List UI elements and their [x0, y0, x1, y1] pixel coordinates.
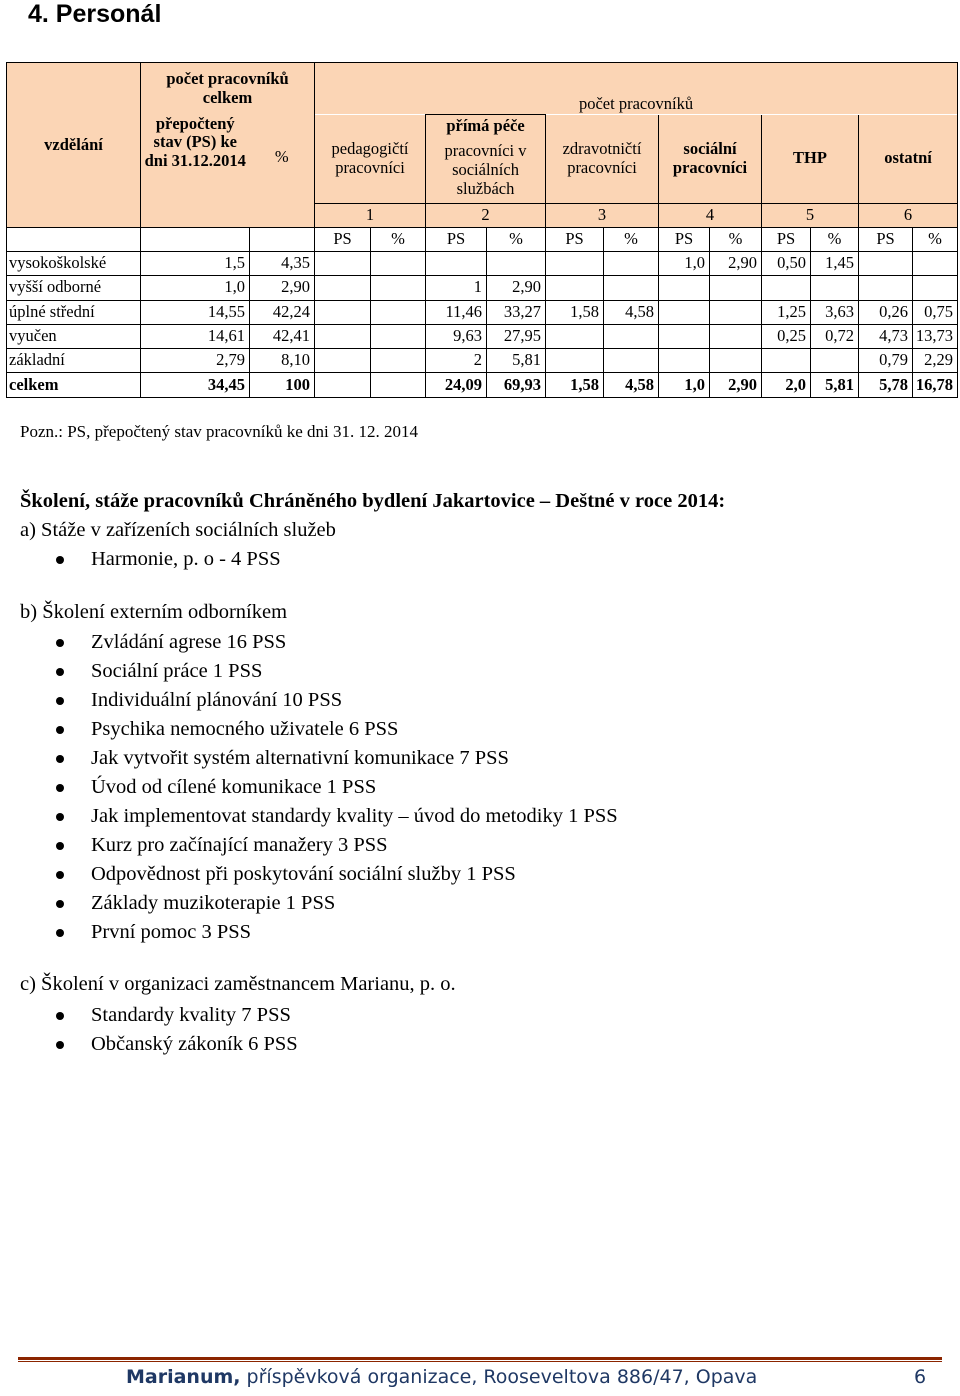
section-b-heading: b) Školení externím odborníkem: [20, 601, 288, 623]
list-item-text: První pomoc 3 PSS: [91, 921, 252, 943]
list-item: [0, 831, 618, 860]
row-label: vyšší odborné: [7, 276, 141, 300]
table-cell: [659, 324, 710, 348]
row-total-ps: 2,79: [141, 349, 250, 373]
table-cell: 2,90: [487, 276, 546, 300]
staff-table: [6, 62, 958, 398]
subheader-ps: PS: [426, 228, 487, 252]
table-cell: [604, 252, 659, 276]
row-total-pct: 2,90: [250, 276, 315, 300]
table-cell: [659, 349, 710, 373]
table-cell: [371, 349, 426, 373]
page-number: 6: [914, 1366, 927, 1388]
table-cell: 2: [426, 349, 487, 373]
table-cell: [315, 300, 371, 324]
table-cell: [913, 252, 958, 276]
list-item: [0, 1001, 298, 1030]
table-cell: 11,46: [426, 300, 487, 324]
table-cell: [604, 276, 659, 300]
table-cell: 1,58: [546, 373, 604, 397]
row-total-ps: 34,45: [141, 373, 250, 397]
table-cell: 0,26: [859, 300, 913, 324]
table-cell: [546, 276, 604, 300]
table-cell: 1,0: [659, 373, 710, 397]
list-item-text: Zvládání agrese 16 PSS: [91, 631, 287, 653]
table-cell: [762, 349, 811, 373]
bullet-icon: [56, 668, 64, 676]
table-cell: 0,79: [859, 349, 913, 373]
table-cell: 5,81: [487, 349, 546, 373]
list-item-text: Úvod od cílené komunikace 1 PSS: [91, 776, 377, 798]
table-cell: 69,93: [487, 373, 546, 397]
footer-text: [126, 1366, 757, 1388]
table-note: Pozn.: PS, přepočtený stav pracovníků ke dni 31. 12. 2014: [20, 422, 419, 441]
table-cell: [371, 300, 426, 324]
row-label: celkem: [7, 373, 141, 397]
row-total-pct: 100: [250, 373, 315, 397]
row-total-pct: 42,41: [250, 324, 315, 348]
bullet-icon: [56, 871, 64, 879]
bullet-icon: [56, 929, 64, 937]
header-num-4: 4: [659, 204, 762, 228]
bullet-icon: [56, 639, 64, 647]
subheader-pct: %: [913, 228, 958, 252]
subheader-pct: %: [811, 228, 859, 252]
table-cell: 2,29: [913, 349, 958, 373]
header-col-5: THP: [762, 115, 859, 204]
subheader-pct: %: [371, 228, 426, 252]
list-item-text: Psychika nemocného uživatele 6 PSS: [91, 718, 399, 740]
bullet-icon: [56, 784, 64, 792]
table-cell: [604, 324, 659, 348]
header-num-6: 6: [859, 204, 958, 228]
row-total-ps: 14,61: [141, 324, 250, 348]
list-item-text: Sociální práce 1 PSS: [91, 660, 263, 682]
list-item: [0, 715, 618, 744]
table-row: [7, 300, 958, 324]
header-pct: %: [250, 115, 315, 228]
list-item: [0, 686, 618, 715]
table-cell: [371, 373, 426, 397]
table-cell: [426, 252, 487, 276]
table-cell: [546, 349, 604, 373]
bullet-icon: [56, 755, 64, 763]
list-item: [0, 628, 618, 657]
list-item: [0, 860, 618, 889]
header-staff-count: počet pracovníků: [315, 63, 958, 115]
header-col-1: pedagogičtí pracovníci: [315, 115, 426, 204]
section-c-list: [0, 1001, 298, 1059]
subheader-pct: %: [710, 228, 762, 252]
table-cell: 33,27: [487, 300, 546, 324]
table-cell: 1,0: [659, 252, 710, 276]
subheader-ps: PS: [762, 228, 811, 252]
bullet-icon: [56, 900, 64, 908]
list-item: [0, 918, 618, 947]
row-total-pct: 42,24: [250, 300, 315, 324]
bullet-icon: [56, 1041, 64, 1049]
list-item: [0, 657, 618, 686]
table-cell: 16,78: [913, 373, 958, 397]
table-cell: 0,75: [913, 300, 958, 324]
list-item-text: Základy muzikoterapie 1 PSS: [91, 892, 336, 914]
subheader-ps: PS: [315, 228, 371, 252]
header-num-5: 5: [762, 204, 859, 228]
table-cell: 2,90: [710, 252, 762, 276]
section-a-heading: a) Stáže v zařízeních sociálních služeb: [20, 519, 336, 541]
table-cell: 5,81: [811, 373, 859, 397]
header-num-1: 1: [315, 204, 426, 228]
header-fte: přepočtený stav (PS) ke dni 31.12.2014: [141, 115, 250, 228]
header-num-2: 2: [426, 204, 546, 228]
subheader-pct: %: [604, 228, 659, 252]
row-total-ps: 14,55: [141, 300, 250, 324]
row-label: základní: [7, 349, 141, 373]
table-row: [7, 324, 958, 348]
table-cell: [371, 276, 426, 300]
header-col-4: sociální pracovníci: [659, 115, 762, 204]
table-cell: 1,25: [762, 300, 811, 324]
footer-org-address: příspěvková organizace, Rooseveltova 886/47, Opava: [240, 1366, 758, 1388]
subheader-ps: PS: [546, 228, 604, 252]
header-direct-care: přímá péče: [426, 115, 546, 139]
row-total-pct: 8,10: [250, 349, 315, 373]
subheader-ps: PS: [659, 228, 710, 252]
header-col-3: zdravotničtí pracovníci: [546, 115, 659, 204]
table-cell: [315, 324, 371, 348]
list-item: [0, 802, 618, 831]
table-cell: 9,63: [426, 324, 487, 348]
header-num-3: 3: [546, 204, 659, 228]
table-cell: 27,95: [487, 324, 546, 348]
table-cell: 24,09: [426, 373, 487, 397]
list-item: [0, 773, 618, 802]
table-cell: 0,25: [762, 324, 811, 348]
table-cell: 3,63: [811, 300, 859, 324]
header-col-6: ostatní: [859, 115, 958, 204]
table-cell: [762, 276, 811, 300]
table-cell: 0,50: [762, 252, 811, 276]
table-cell: 1: [426, 276, 487, 300]
list-item-text: Odpovědnost při poskytování sociální služby 1 PSS: [91, 863, 516, 885]
table-cell: [315, 276, 371, 300]
bullet-icon: [56, 1012, 64, 1020]
table-cell: [811, 349, 859, 373]
subheader-row: [7, 228, 958, 252]
table-cell: [546, 324, 604, 348]
table-row: [7, 276, 958, 300]
footer-rule: [18, 1357, 942, 1360]
list-item-text: Standardy kvality 7 PSS: [91, 1004, 291, 1026]
bullet-icon: [56, 842, 64, 850]
list-item: [0, 889, 618, 918]
table-cell: [487, 252, 546, 276]
row-label: úplné střední: [7, 300, 141, 324]
row-label: vysokoškolské: [7, 252, 141, 276]
table-cell: [315, 252, 371, 276]
footer-org-name: Marianum,: [126, 1366, 241, 1388]
table-cell: [710, 276, 762, 300]
footer-rule-thin: [18, 1361, 942, 1362]
table-row: [7, 252, 958, 276]
list-item-text: Jak vytvořit systém alternativní komunikace 7 PSS: [91, 747, 509, 769]
table-cell: [315, 349, 371, 373]
bullet-icon: [56, 556, 64, 564]
table-cell: [546, 252, 604, 276]
table-cell: 0,72: [811, 324, 859, 348]
subheader-pct: %: [487, 228, 546, 252]
table-cell: [913, 276, 958, 300]
table-cell: [371, 324, 426, 348]
training-title: Školení, stáže pracovníků Chráněného bydlení Jakartovice – Deštné v roce 2014:: [20, 490, 726, 512]
list-item: [0, 1030, 298, 1059]
list-item-text: Individuální plánování 10 PSS: [91, 689, 343, 711]
table-cell: 1,58: [546, 300, 604, 324]
bullet-icon: [56, 726, 64, 734]
table-cell: 5,78: [859, 373, 913, 397]
table-cell: [859, 252, 913, 276]
row-total-ps: 1,0: [141, 276, 250, 300]
section-c-heading: c) Školení v organizaci zaměstnancem Marianu, p. o.: [20, 973, 456, 995]
table-cell: [659, 300, 710, 324]
header-total-staff: počet pracovníků celkem: [141, 63, 315, 115]
table-cell: [659, 276, 710, 300]
table-row: [7, 373, 958, 397]
table-cell: [710, 349, 762, 373]
table-cell: 4,58: [604, 300, 659, 324]
table-cell: 2,0: [762, 373, 811, 397]
header-education: vzdělání: [7, 63, 141, 228]
table-cell: 2,90: [710, 373, 762, 397]
subheader-ps: PS: [859, 228, 913, 252]
table-cell: [604, 349, 659, 373]
row-label: vyučen: [7, 324, 141, 348]
row-total-pct: 4,35: [250, 252, 315, 276]
table-cell: [811, 276, 859, 300]
table-cell: [371, 252, 426, 276]
table-cell: 4,58: [604, 373, 659, 397]
table-cell: [315, 373, 371, 397]
table-cell: 13,73: [913, 324, 958, 348]
section-b-list: [0, 628, 618, 947]
table-cell: 1,45: [811, 252, 859, 276]
table-cell: [710, 300, 762, 324]
section-title: 4. Personál: [28, 0, 162, 28]
list-item-text: Harmonie, p. o - 4 PSS: [91, 548, 281, 570]
list-item: [0, 545, 281, 574]
header-col-2: pracovníci v sociálních službách: [426, 139, 546, 204]
table-cell: 4,73: [859, 324, 913, 348]
row-total-ps: 1,5: [141, 252, 250, 276]
list-item-text: Jak implementovat standardy kvality – úvod do metodiky 1 PSS: [91, 805, 618, 827]
bullet-icon: [56, 813, 64, 821]
list-item: [0, 744, 618, 773]
list-item-text: Kurz pro začínající manažery 3 PSS: [91, 834, 388, 856]
list-item-text: Občanský zákoník 6 PSS: [91, 1033, 298, 1055]
bullet-icon: [56, 697, 64, 705]
section-a-list: [0, 545, 281, 574]
table-cell: [710, 324, 762, 348]
table-cell: [859, 276, 913, 300]
table-row: [7, 349, 958, 373]
